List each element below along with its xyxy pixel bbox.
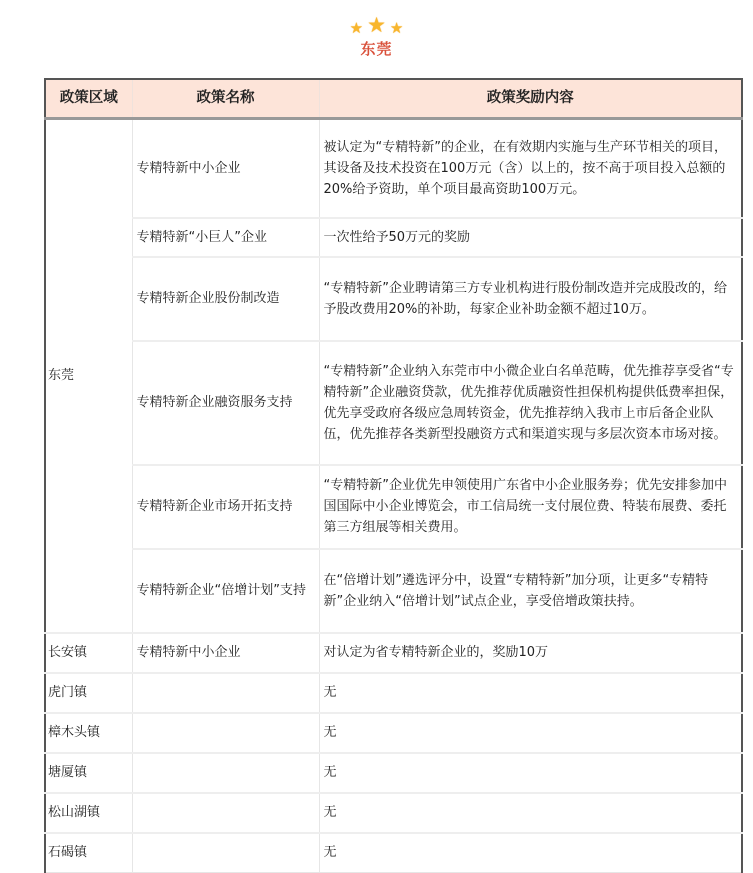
table-row [45, 753, 742, 793]
policy-name-cell: 专精特新企业融资服务支持 [132, 341, 319, 465]
policy-name-cell [132, 673, 319, 713]
policy-name-cell: 专精特新企业市场开拓支持 [132, 465, 319, 549]
region-cell: 樟木头镇 [45, 713, 132, 753]
policy-name-cell [132, 833, 319, 873]
policy-table [44, 78, 743, 873]
reward-content-cell: 无 [319, 833, 742, 873]
region-cell: 长安镇 [45, 633, 132, 673]
policy-name-cell [132, 753, 319, 793]
region-cell: 石碣镇 [45, 833, 132, 873]
table-row [45, 833, 742, 873]
table-header-row [45, 79, 742, 119]
reward-content-cell: 被认定为“专精特新”的企业，在有效期内实施与生产环节相关的项目，其设备及技术投资在100万元（含）以上的，按不高于项目投入总额的20%给予资助，单个项目最高资助100万元。 [319, 119, 742, 218]
table-row [45, 793, 742, 833]
reward-content-cell: “专精特新”企业聘请第三方专业机构进行股份制改造并完成股改的，给予股改费用20%的补助，每家企业补助金额不超过10万。 [319, 257, 742, 341]
table-row [45, 713, 742, 753]
reward-content-cell: “专精特新”企业纳入东莞市中小微企业白名单范畴，优先推荐享受省“专精特新”企业融资贷款，优先推荐优质融资性担保机构提供低费率担保，优先享受政府各级应急周转资金，优先推荐纳入我市上市后备企业队伍，优先推荐各类新型投融资方式和渠道实现与多层次资本市场对接。 [319, 341, 742, 465]
reward-content-cell: 对认定为省专精特新企业的，奖励10万 [319, 633, 742, 673]
star-icon: ★ [349, 19, 364, 37]
table-row [45, 257, 742, 341]
policy-name-cell: 专精特新企业“倍增计划”支持 [132, 549, 319, 633]
region-cell: 松山湖镇 [45, 793, 132, 833]
table-row [45, 119, 742, 218]
table-row [45, 341, 742, 465]
reward-content-cell: 无 [319, 753, 742, 793]
policy-name-cell: 专精特新企业股份制改造 [132, 257, 319, 341]
column-header-reward-content: 政策奖励内容 [319, 79, 742, 119]
table-row [45, 673, 742, 713]
policy-name-cell: 专精特新中小企业 [132, 633, 319, 673]
reward-content-cell: “专精特新”企业优先申领使用广东省中小企业服务券；优先安排参加中国国际中小企业博览会，市工信局统一支付展位费、特装布展费、委托第三方组展等相关费用。 [319, 465, 742, 549]
title-block [0, 14, 753, 59]
column-header-region: 政策区域 [45, 79, 132, 119]
policy-name-cell [132, 793, 319, 833]
reward-content-cell: 一次性给予50万元的奖励 [319, 218, 742, 257]
table-row [45, 633, 742, 673]
star-icon: ★ [389, 19, 404, 37]
policy-name-cell: 专精特新中小企业 [132, 119, 319, 218]
policy-name-cell: 专精特新“小巨人”企业 [132, 218, 319, 257]
region-cell: 东莞 [45, 119, 132, 633]
reward-content-cell: 无 [319, 673, 742, 713]
region-cell: 虎门镇 [45, 673, 132, 713]
reward-content-cell: 无 [319, 713, 742, 753]
region-cell: 塘厦镇 [45, 753, 132, 793]
star-icon: ★ [367, 13, 386, 37]
reward-content-cell: 无 [319, 793, 742, 833]
star-rating [0, 14, 753, 36]
section-title: 东莞 [360, 40, 393, 58]
table-row [45, 218, 742, 257]
table-row [45, 465, 742, 549]
table-row [45, 549, 742, 633]
reward-content-cell: 在“倍增计划”遴选评分中，设置“专精特新”加分项，让更多“专精特新”企业纳入“倍增计划”试点企业，享受倍增政策扶持。 [319, 549, 742, 633]
column-header-policy-name: 政策名称 [132, 79, 319, 119]
policy-name-cell [132, 713, 319, 753]
